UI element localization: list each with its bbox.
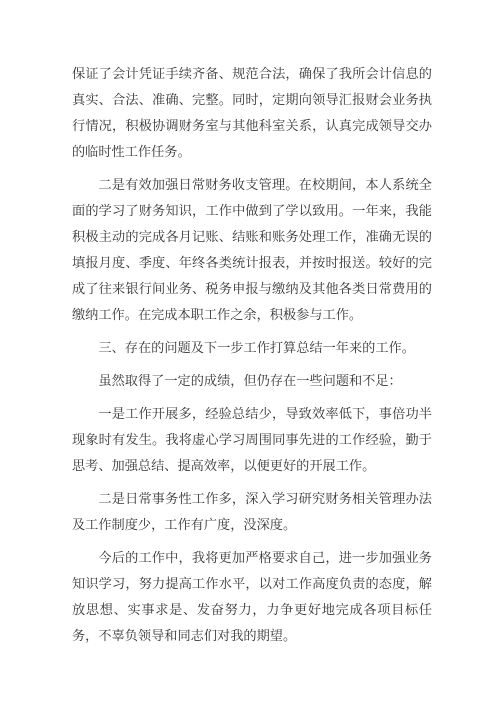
paragraph-finance-management: 二是有效加强日常财务收支管理。在校期间，本人系统全面的学习了财务知识，工作中做到了学以致用。一年来，我能积极主动的完成各月记账、结账和账务处理工作，准确无误的填报月度、季度、年终各类统计报表，并按时报送。较好的完成了往来银行间业务、税务申报与缴纳及其他各类日常费用的缴纳工作。在完成本职工作之余，积极参与工作。 xyxy=(72,178,432,323)
paragraph-problem-two: 二是日常事务性工作多，深入学习研究财务相关管理办法及工作制度少，工作有广度，没深度。 xyxy=(72,492,432,533)
paragraph-problems-intro: 虽然取得了一定的成绩，但仍存在一些问题和不足： xyxy=(98,374,402,389)
paragraph-continuation: 保证了会计凭证手续齐备、规范合法，确保了我所会计信息的真实、合法、准确、完整。同时，定期向领导汇报财会业务执行情况，积极协调财务室与其他科室关系，认真完成领导交办的临时性工作任务。 xyxy=(72,67,432,160)
paragraph-problem-one: 一是工作开展多，经验总结少，导致效率低下，事倍功半现象时有发生。我将虚心学习周围同事先进的工作经验，勤于思考、加强总结、提高效率，以便更好的开展工作。 xyxy=(72,407,432,474)
document-body xyxy=(72,62,432,657)
paragraph-future-plan: 今后的工作中，我将更加严格要求自己，进一步加强业务知识学习，努力提高工作水平，以对工作高度负责的态度，解放思想、实事求是、发奋努力，力争更好地完成各项目标任务，不辜负领导和同志们对我的期望。 xyxy=(72,551,432,644)
paragraph-section-heading-problems: 三、存在的问题及下一步工作打算总结一年来的工作。 xyxy=(98,341,415,356)
